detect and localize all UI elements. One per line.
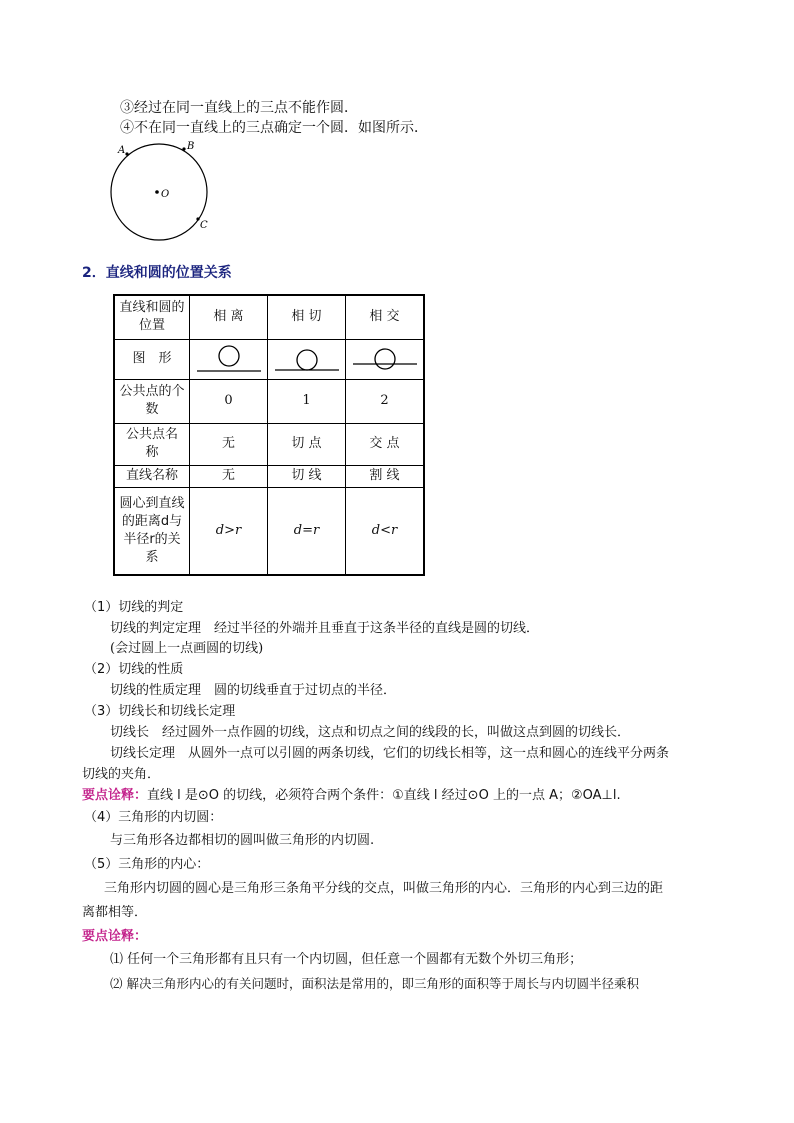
p1-note: (会过圆上一点画圆的切线) xyxy=(110,641,264,656)
p3-text2b: 切线的夹角． xyxy=(82,767,161,782)
label-o: O xyxy=(161,189,170,200)
cell: 切 线 xyxy=(268,465,346,487)
p2-text: 切线的性质定理 圆的切线垂直于过切点的半径． xyxy=(110,683,397,698)
tangent-diagram xyxy=(273,344,341,374)
circle-figure xyxy=(108,140,218,244)
figure-separate xyxy=(190,339,268,379)
intro-item-3: ③经过在同一直线上的三点不能作圆． xyxy=(120,100,358,116)
p3-head: （3）切线长和切线长定理 xyxy=(84,704,236,719)
cell: 1 xyxy=(268,379,346,423)
section-title: 2．直线和圆的位置关系 xyxy=(82,265,232,281)
p3-text1: 切线长 经过圆外一点作圆的切线，这点和切点之间的线段的长，叫做这点到圆的切线长． xyxy=(110,725,631,740)
cell: 切 点 xyxy=(268,423,346,465)
separate-diagram xyxy=(195,344,263,374)
figure-intersect xyxy=(346,339,425,379)
intersect-diagram xyxy=(351,344,419,374)
intro-item-4: ④不在同一直线上的三点确定一个圆．如图所示． xyxy=(120,120,428,136)
cell: d<r xyxy=(346,487,425,575)
col-header: 相 切 xyxy=(268,295,346,339)
row-label: 圆心到直线的距离d与半径r的关系 xyxy=(114,487,190,575)
cell: d>r xyxy=(190,487,268,575)
cell: 0 xyxy=(190,379,268,423)
cell: d=r xyxy=(268,487,346,575)
table-row xyxy=(114,465,424,487)
col-header: 相 离 xyxy=(190,295,268,339)
key2-item-2: ⑵ 解决三角形内心的有关问题时，面积法是常用的，即三角形的面积等于周长与内切圆半径乘积 xyxy=(110,976,639,991)
p1-head: （1）切线的判定 xyxy=(84,600,184,615)
key2-item-1: ⑴ 任何一个三角形都有且只有一个内切圆，但任意一个圆都有无数个外切三角形； xyxy=(110,952,583,967)
table-row xyxy=(114,487,424,575)
table-row xyxy=(114,295,424,339)
label-b: B xyxy=(187,141,195,152)
col-header: 相 交 xyxy=(346,295,425,339)
p4-text: 与三角形各边都相切的圆叫做三角形的内切圆. xyxy=(110,833,375,848)
p2-head: （2）切线的性质 xyxy=(84,662,184,677)
row-header: 直线和圆的位置 xyxy=(114,295,190,339)
p5-text-b: 离都相等． xyxy=(82,905,148,920)
table-row xyxy=(114,379,424,423)
cell: 2 xyxy=(346,379,425,423)
table-row xyxy=(114,423,424,465)
row-label: 图 形 xyxy=(114,339,190,379)
p5-head: （5）三角形的内心： xyxy=(84,857,210,872)
table-row xyxy=(114,339,424,379)
p3-text2a: 切线长定理 从圆外一点可以引圆的两条切线，它们的切线长相等，这一点和圆心的连线平分两条 xyxy=(110,746,670,761)
position-table xyxy=(113,294,425,576)
key-label: 要点诠释： xyxy=(82,788,148,803)
row-label: 公共点名称 xyxy=(114,423,190,465)
p5-text-a: 三角形内切圆的圆心是三角形三条角平分线的交点，叫做三角形的内心．三角形的内心到三边的距 xyxy=(104,881,664,896)
label-c: C xyxy=(200,220,208,231)
point-b xyxy=(182,147,185,150)
cell: 无 xyxy=(190,465,268,487)
key-point-1 xyxy=(82,787,621,805)
cell: 割 线 xyxy=(346,465,425,487)
key-label-2: 要点诠释： xyxy=(82,929,148,944)
cell: 交 点 xyxy=(346,423,425,465)
cell: 无 xyxy=(190,423,268,465)
figure-tangent xyxy=(268,339,346,379)
point-a xyxy=(125,152,128,155)
row-label: 直线名称 xyxy=(114,465,190,487)
label-a: A xyxy=(118,145,126,156)
circle-outline xyxy=(111,144,207,240)
row-label: 公共点的个数 xyxy=(114,379,190,423)
p1-text: 切线的判定定理 经过半径的外端并且垂直于这条半径的直线是圆的切线． xyxy=(110,621,540,636)
center-point xyxy=(155,190,159,194)
key-text: 直线 l 是⊙O 的切线，必须符合两个条件：①直线 l 经过⊙O 上的一点 A；②OA⊥l. xyxy=(147,788,621,803)
p4-head: （4）三角形的内切圆： xyxy=(84,810,223,825)
